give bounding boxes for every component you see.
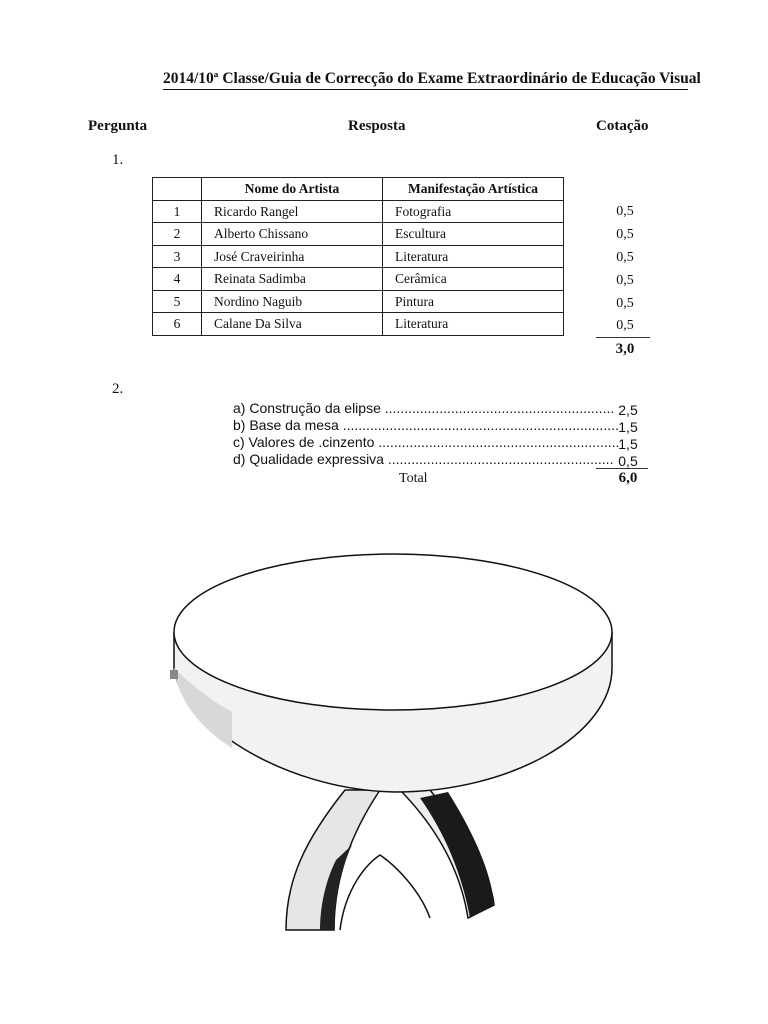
- criterion-c-score: 1,5: [618, 436, 638, 452]
- row-number: 5: [153, 290, 202, 313]
- table-header-art-form: Manifestação Artística: [383, 178, 564, 201]
- row-number: 3: [153, 245, 202, 268]
- table-row: [153, 223, 564, 246]
- score-row-4: 0,5: [616, 273, 634, 288]
- criterion-c: c) Valores de .cinzento ..............................................................: [233, 434, 620, 450]
- round-table-drawing: [0, 540, 768, 960]
- row-number: 4: [153, 268, 202, 291]
- art-form: Literatura: [383, 245, 564, 268]
- question-column-header: Pergunta: [88, 118, 148, 134]
- artist-name: Ricardo Rangel: [202, 200, 383, 223]
- table-top-ellipse: [174, 554, 612, 710]
- art-form: Literatura: [383, 313, 564, 336]
- criterion-b: b) Base da mesa .......................................................................: [233, 417, 619, 433]
- row-number: 2: [153, 223, 202, 246]
- question-1-number: 1.: [112, 152, 124, 168]
- table-row: [153, 290, 564, 313]
- table-row: [153, 200, 564, 223]
- question-2-number: 2.: [112, 381, 124, 397]
- question-2-total: 6,0: [618, 470, 638, 486]
- row-number: 6: [153, 313, 202, 336]
- score-column-header: Cotação: [596, 118, 649, 134]
- score-row-5: 0,5: [616, 296, 634, 311]
- table-header-artist: Nome do Artista: [202, 178, 383, 201]
- artists-table: [152, 177, 564, 336]
- table-header-index: [153, 178, 202, 201]
- table-row: [153, 313, 564, 336]
- document-title: 2014/10ª Classe/Guia de Correcção do Exame Extraordinário de Educação Visual: [163, 70, 688, 90]
- criterion-d-score: 0,5: [618, 453, 638, 469]
- total-label: Total: [399, 471, 428, 486]
- score-row-1: 0,5: [616, 204, 634, 219]
- artist-name: Nordino Naguib: [202, 290, 383, 313]
- criterion-a: a) Construção da elipse ...........................................................: [233, 400, 615, 416]
- art-form: Cerâmica: [383, 268, 564, 291]
- art-form: Pintura: [383, 290, 564, 313]
- artist-name: Reinata Sadimba: [202, 268, 383, 291]
- artist-name: José Craveirinha: [202, 245, 383, 268]
- sum-divider: [596, 468, 648, 469]
- score-row-3: 0,5: [616, 250, 634, 265]
- table-header-row: [153, 178, 564, 201]
- score-row-6: 0,5: [616, 318, 634, 333]
- criterion-a-score: 2,5: [618, 402, 638, 418]
- answer-column-header: Resposta: [348, 118, 406, 134]
- row-number: 1: [153, 200, 202, 223]
- pencil-mark: [170, 670, 178, 679]
- criterion-d: d) Qualidade expressiva ..........................................................: [233, 451, 614, 467]
- table-row: [153, 245, 564, 268]
- question-1-total: 3,0: [615, 341, 635, 357]
- art-form: Fotografia: [383, 200, 564, 223]
- artist-name: Alberto Chissano: [202, 223, 383, 246]
- art-form: Escultura: [383, 223, 564, 246]
- criterion-b-score: 1,5: [618, 419, 638, 435]
- artist-name: Calane Da Silva: [202, 313, 383, 336]
- table-row: [153, 268, 564, 291]
- sum-divider: [596, 337, 650, 338]
- score-row-2: 0,5: [616, 227, 634, 242]
